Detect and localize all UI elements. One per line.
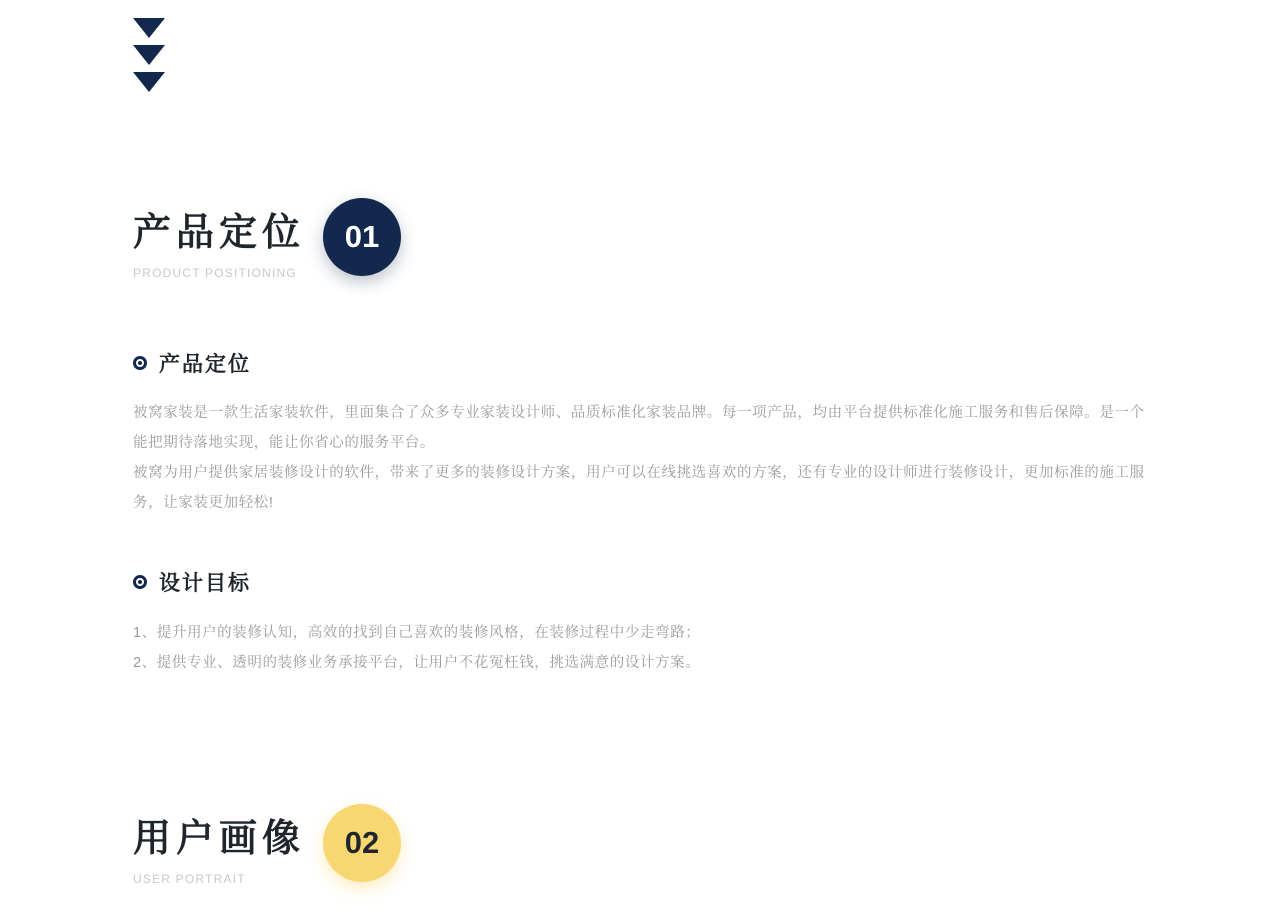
section-title: 产品定位: [133, 212, 306, 254]
section-badge-02: 02: [323, 804, 401, 882]
subsection-heading-design-goals: [133, 567, 251, 597]
section-header-user-portrait: [133, 816, 401, 886]
bullet-dot-icon: [133, 356, 147, 370]
section-title: 用户画像: [133, 818, 306, 860]
paragraph-text: 2、提供专业、透明的装修业务承接平台，让用户不花冤枉钱，挑选满意的设计方案。: [133, 655, 701, 671]
paragraph-text: 被窝为用户提供家居装修设计的软件，带来了更多的装修设计方案，用户可以在线挑选喜欢的方案，还有专业的设计师进行装修设计，更加标准的施工服务，让家装更加轻松!: [133, 465, 1145, 511]
bullet-dot-icon: [133, 575, 147, 589]
subsection-title: 设计目标: [159, 572, 251, 595]
subsection-title: 产品定位: [159, 353, 251, 376]
section-header-product-positioning: [133, 210, 401, 280]
section-subtitle: PRODUCT POSITIONING: [133, 266, 297, 280]
paragraph-block-design-goals: [133, 618, 1153, 678]
triangle-down-icon: [133, 72, 165, 92]
section-subtitle: USER PORTRAIT: [133, 872, 246, 886]
section-title-group: [133, 816, 305, 886]
paragraph-text: 1、提升用户的装修认知，高效的找到自己喜欢的装修风格，在装修过程中少走弯路；: [133, 625, 701, 641]
paragraph-text: 被窝家装是一款生活家装软件，里面集合了众多专业家装设计师、品质标准化家装品牌。每一项产品，均由平台提供标准化施工服务和售后保障。是一个能把期待落地实现，能让你省心的服务平台。: [133, 405, 1145, 451]
decorative-arrows: [133, 18, 167, 99]
subsection-heading-product-positioning: [133, 348, 251, 378]
paragraph-block-product-positioning: [133, 398, 1153, 518]
section-badge-01: 01: [323, 198, 401, 276]
section-title-group: [133, 210, 305, 280]
triangle-down-icon: [133, 45, 165, 65]
triangle-down-icon: [133, 18, 165, 38]
